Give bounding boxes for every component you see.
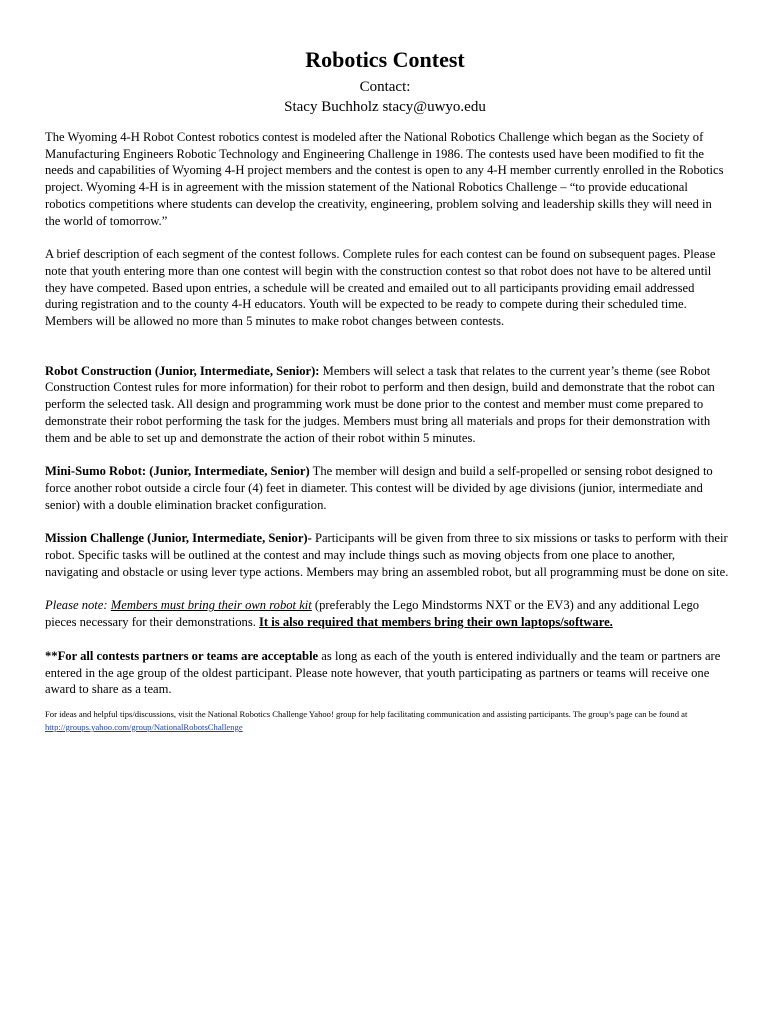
note-text: (preferably the Lego Mindstorms NXT or the EV3) and any additional Lego pieces necessary for their demonstrations. [45,598,700,630]
contact-name: Stacy Buchholz [284,99,379,115]
partners-bold: **For all contests partners or teams are acceptable [45,648,319,663]
note-required: It is also required that members bring their own laptops/software. [259,615,613,630]
mission-text: Participants will be given from three to six missions or tasks to perform with their robot. Specific tasks will be outlined at the contest and may include things such as moving objects from one place to another, navigating and obstacle or using lever type actions. Members may bring an assembled robot, but all programming must be done on site. [45,531,729,579]
footer-text: For ideas and helpful tips/discussions, visit the National Robotics Challenge Yahoo! group for help facilitating communication and assisting participants. The group’s page can be found at [45,708,688,719]
minisumo-heading: Mini-Sumo Robot: (Junior, Intermediate, Senior) [45,464,310,479]
contact-line [0,97,770,117]
yahoo-group-link[interactable]: http://groups.yahoo.com/group/NationalRobotsChallenge [45,721,243,732]
partners-text: as long as each of the youth is entered individually and the team or partners are entered in the age group of the oldest participant. Please note however, that youth participating as partners or teams will receive one award to share as a team. [45,648,721,697]
construction-section [45,363,729,447]
minisumo-text: The member will design and build a self-propelled or sensing robot designed to force another robot outside a circle four (4) feet in diameter. This contest will be divided by age divisions (junior, intermediate and senior) with a double elimination bracket configuration. [45,464,713,512]
intro-paragraph-2: A brief description of each segment of the contest follows. Complete rules for each contest can be found on subsequent pages. Please note that youth entering more than one contest will begin with the construction contest so that robot does not have to be altered until they have competed. Based upon entries, a schedule will be created and emailed out to all participants providing email addressed during registration and to the county 4-H educators. Youth will be expected to be ready to compete during their scheduled time. Members will be allowed no more than 5 minutes to make robot changes between contests. [45,247,716,329]
note-label: Please note: [45,598,111,613]
intro-paragraph-1: The Wyoming 4-H Robot Contest robotics contest is modeled after the National Robotics Challenge which began as the Society of Manufacturing Engineers Robotic Technology and Engineering Challenge in 1986. The contests used have been modified to fit the needs and capabilities of Wyoming 4-H project members and the contest is open to any 4-H member currently enrolled in the Robotics project. Wyoming 4-H is in agreement with the mission statement of the National Robotics Challenge – “to provide educational robotics competitions where students can develop the creativity, engineering, problem solving and leadership skills they will need in the world of tomorrow.” [45,130,724,228]
contact-email: stacy@uwyo.edu [382,99,486,115]
document-title: Robotics Contest [305,47,465,72]
construction-text: Members will select a task that relates to the current year’s theme (see Robot Construction Contest rules for more information) for their robot to perform and then design, build and demonstrate that the robot can perform the selected task. All design and programming work must be done prior to the contest and member must come prepared to demonstrate their robot performing the task for the judges. Members must bring all materials and props for their demonstration with them and be able to set up and demonstrate the action of their robot within 5 minutes. [45,363,715,445]
document-header [0,46,770,117]
footer-note [45,708,729,734]
partners-paragraph [45,648,729,698]
mission-section [45,530,729,580]
document-body [45,129,729,734]
construction-heading: Robot Construction (Junior, Intermediate, Senior): [45,363,320,378]
mission-heading: Mission Challenge (Junior, Intermediate, Senior)- [45,531,312,546]
note-underlined: Members must bring their own robot kit [110,598,312,613]
contact-label: Contact: [359,79,411,95]
minisumo-section [45,463,729,513]
note-paragraph [45,597,729,630]
